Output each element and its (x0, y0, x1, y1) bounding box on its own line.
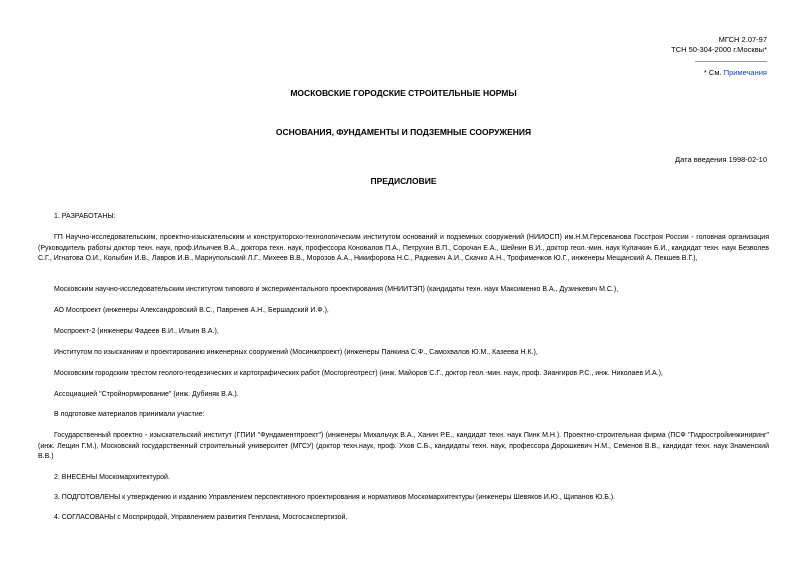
footnote-reference (704, 68, 767, 77)
paragraph-mosproekt: АО Моспроект (инженеры Александровский В.С., Павренев А.Н., Бершадский И.Ф.), (54, 307, 329, 314)
code-mgsn: МГСН 2.07-97 (718, 35, 767, 44)
paragraph-mosinzhproekt: Институтом по изысканиям и проектированию инженерных сооружений (Мосинжпроект) (инженеры Панкина С.Ф., Самохвалов Ю.М., Казеева Н.К.), (54, 349, 538, 356)
paragraph-participants-intro: В подготовке материалов принимали участие: (54, 411, 205, 418)
effective-date: Дата введения 1998-02-10 (675, 155, 767, 164)
paragraph-submitted: 2. ВНЕСЕНЫ Москомархитектурой. (54, 474, 170, 481)
paragraph-stroynormirovanie: Ассоциацией "Стройнормирование" (инж. Дубиняк В.А.). (54, 391, 239, 398)
paragraph-niiosp: ГП Научно-исследовательским, проектно-изыскательским и конструкторско-технологическим институтом оснований и подземных сооружений (НИИОСП) им.Н.М.Герсеванова Госстроя России - головная организация (Руководитель работы доктор техн. наук, проф.Ильичев В.А., доктора техн. наук, профессора Коновалов П.А., Петрухин В.П., Сорочан Е.А., Шейнин В.И., доктор геол.-мин. наук Кулачкин Б.И., кандидат техн. наук Безволев С.Г., Игнатова О.И., Колыбин И.В., Лавров И.В., Марнупольский Л.Г., Михеев В.В., Морозов А.А., Никифорова Н.С., Радкевич А.И., Скачко А.Н., Трофименков Ю.Г., инженеры Мещанский А. Пекшев В.Г.), (38, 234, 769, 262)
paragraph-mniitep: Московским научно-исследовательским институтом типового и экспериментального проектирования (МНИИТЭП) (кандидаты техн. наук Максименко В.А., Дузинкевич М.С.), (54, 286, 619, 293)
document-codes (671, 35, 767, 62)
code-tsn: ТСН 50-304-2000 г.Москвы* (671, 45, 767, 54)
note-divider (695, 61, 767, 62)
paragraph-prepared: 3. ПОДГОТОВЛЕНЫ к утверждению и изданию Управлением перспективного проектирования и нормативов Москомархитектуры (инженеры Шевяков И.Ю., Щипанов Ю.Б.). (54, 494, 616, 501)
paragraph-participants: Государственный проектно - изыскательский институт (ГПИИ "Фундаментпроект") (инженеры Михальчук В.А., Ханин Р.Е., кандидат техн. наук Пинк М.Н.). Проектно-строительная фирма (ПСФ "Гидростройинжиниринг" (инж. Лещин Г.М.), Московский государственный строительный университет (МГСУ) (доктор техн.наук, проф. Ухов С.Б., кандидаты техн. наук, профессора Дорошкевич Н.М., Семенов В.В., кандидат техн. наук Знаменский В.В.) (38, 432, 769, 460)
paragraph-developed: 1. РАЗРАБОТАНЫ: (54, 213, 116, 220)
footnote-prefix: * См. (703, 68, 722, 77)
paragraph-agreed: 4. СОГЛАСОВАНЫ с Мосприродой, Управлением развития Генплана, Мосгосэкспертизой. (54, 514, 348, 521)
document-title: МОСКОВСКИЕ ГОРОДСКИЕ СТРОИТЕЛЬНЫЕ НОРМЫ (290, 88, 517, 98)
paragraph-mosgorgeotrest: Московским городским трестом геолого-геодезических и картографических работ (Мосгоргеотрест) (инж. Майоров С.Г., доктор геол.-мин. наук, проф. Зиангиров Р.С., инж. Николаев И.А.), (54, 370, 663, 377)
document-subject: ОСНОВАНИЯ, ФУНДАМЕНТЫ И ПОДЗЕМНЫЕ СООРУЖЕНИЯ (275, 127, 532, 137)
preface-heading: ПРЕДИСЛОВИЕ (370, 176, 437, 186)
paragraph-mosproekt2: Моспроект-2 (инженеры Фадеев В.И., Ильин В.А.), (54, 328, 219, 335)
notes-link[interactable]: Примечания (723, 68, 767, 77)
